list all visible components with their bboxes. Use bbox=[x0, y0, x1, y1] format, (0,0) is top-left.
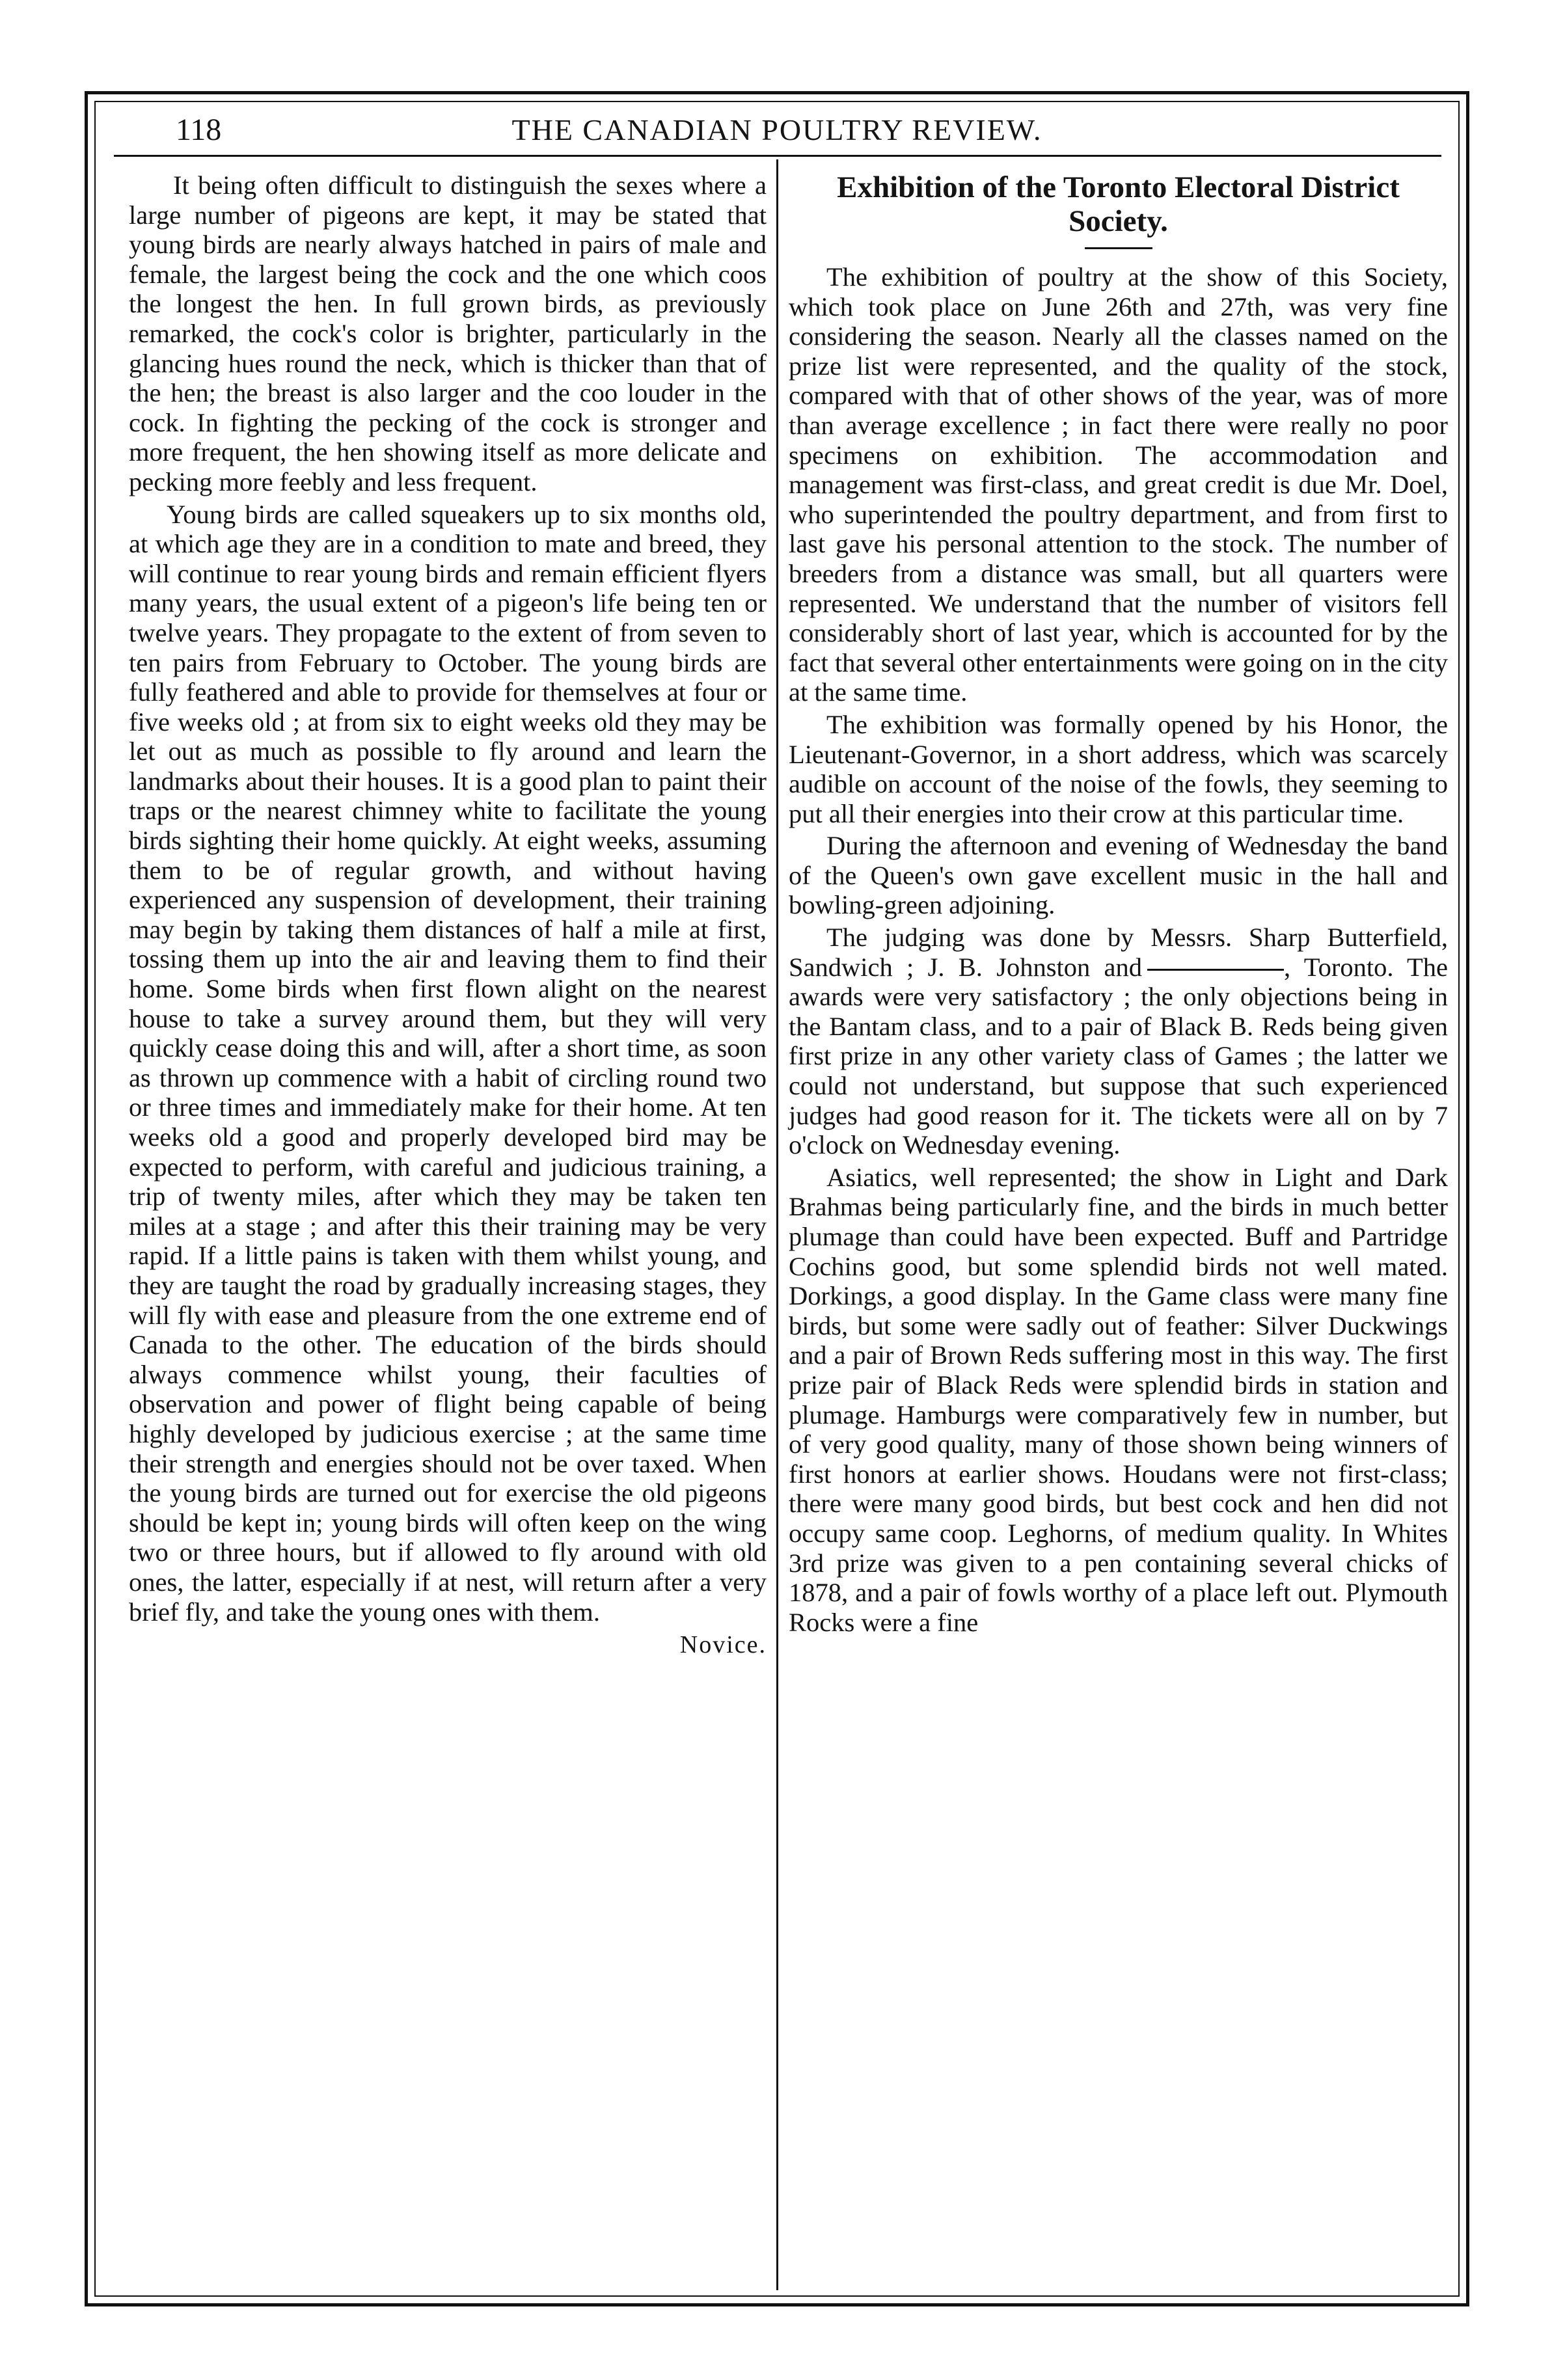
band-paragraph: During the afternoon and evening of Wednesday the band of the Queen's own gave excellent music in the hall and bowling-green adjoining. bbox=[789, 831, 1448, 920]
judging-paragraph bbox=[789, 923, 1448, 1160]
pigeon-sexes-paragraph: It being often difficult to distinguish the sexes where a large number of pigeons are kept, it may be stated that young birds are nearly always hatched in pairs of male and female, the largest being the cock and the one which coos the longest the hen. In full grown birds, as previously remarked, the cock's color is brighter, particularly in the glancing hues round the neck, which is thicker than that of the hen; the breast is also larger and the coo louder in the cock. In fighting the pecking of the cock is stronger and more frequent, the hen showing itself as more delicate and pecking more feebly and less frequent. bbox=[129, 170, 767, 496]
exhibition-paragraph: The exhibition of poultry at the show of this Society, which took place on June 26th and 27th, was very fine considering the season. Nearly all the classes named on the prize list were represented, and the quality of the stock, compared with that of other shows of the year, was of more than average excellence ; in fact there were really no poor specimens on exhibition. The accommodation and management was first-class, and great credit is due Mr. Doel, who superintended the poultry department, and from first to last gave his personal attention to the stock. The number of breeders from a distance was small, but all quarters were represented. We understand that the number of visitors fell considerably short of last year, which is accounted for by the fact that several other entertainments were going on in the city at the same time. bbox=[789, 262, 1448, 707]
breeds-paragraph: Asiatics, well represented; the show in Light and Dark Brahmas being particularly fine, and the birds in much better plumage than could have been expected. Buff and Partridge Cochins good, but some splendid birds not well mated. Dorkings, a good display. In the Game class were many fine birds, but some were sadly out of feather: Silver Duckwings and a pair of Brown Reds suffering most in this way. The first prize pair of Black Reds were splendid birds in station and plumage. Hamburgs were comparatively few in number, but of very good quality, many of those shown being winners of first honors at earlier shows. Houdans were not first-class; there were many good birds, but best cock and hen did not occupy same coop. Leghorns, of medium quality. In Whites 3rd prize was given to a pen containing several chicks of 1878, and a pair of fowls worthy of a place left out. Plymouth Rocks were a fine bbox=[789, 1162, 1448, 1637]
blank-name-dash bbox=[1147, 969, 1284, 971]
article-title: Exhibition of the Toronto Electoral District Society. bbox=[837, 170, 1400, 238]
opening-paragraph: The exhibition was formally opened by his Honor, the Lieutenant-Governor, in a short address, which was scarcely audible on account of the noise of the fowls, they seeming to put all their energies into their crow at this particular time. bbox=[789, 709, 1448, 828]
left-column bbox=[129, 170, 767, 1660]
right-column bbox=[789, 170, 1448, 1640]
journal-title: THE CANADIAN POULTRY REVIEW. bbox=[511, 113, 1042, 146]
page-header bbox=[104, 107, 1450, 153]
author-signature: Novice. bbox=[679, 1631, 767, 1659]
column-divider bbox=[776, 159, 778, 2290]
title-rule bbox=[1085, 247, 1152, 249]
judging-text-start: The judging was done by Messrs. Sharp Butterfield, Sandwich ; J. B. Johnston and bbox=[789, 923, 1448, 982]
judging-text-end: , Toronto. The awards were very satisfactory ; the only objections being in the Bantam class, and to a pair of Black B. Reds being given first prize in any other variety class of Games ; the latter we could not understand, but suppose that such experienced judges had good reason for it. The tickets were all on by 7 o'clock on Wednesday evening. bbox=[789, 952, 1448, 1160]
header-rule bbox=[114, 155, 1441, 157]
young-birds-paragraph: Young birds are called squeakers up to six months old, at which age they are in a condition to mate and breed, they will continue to rear young birds and remain efficient flyers many years, the usual extent of a pigeon's life being ten or twelve years. They propagate to the extent of from seven to ten pairs from February to October. The young birds are fully feathered and able to provide for themselves at four or five weeks old ; at from six to eight weeks old they may be let out as much as possible to fly around and learn the landmarks about their houses. It is a good plan to paint their traps or the nearest chimney white to facilitate the young birds sighting their home quickly. At eight weeks, assuming them to be of regular growth, and without having experienced any suspension of development, their training may begin by taking them distances of half a mile at first, tossing them up into the air and leaving them to find their home. Some birds when first flown alight on the nearest house to take a survey around them, but they will very quickly cease doing this and will, after a short time, as soon as thrown up commence with a habit of circling round two or three times and immediately make for their home. At ten weeks old a good and properly developed bird may be expected to perform, with careful and judicious training, a trip of twenty miles, after which they may be taken ten miles at a stage ; and after this their training may be very rapid. If a little pains is taken with them whilst young, and they are taught the road by gradually increasing stages, they will fly with ease and pleasure from the one extreme end of Canada to the other. The education of the birds should always commence whilst young, their faculties of observation and power of flight being capable of being highly developed by judicious exercise ; at the same time their strength and energies should not be over taxed. When the young birds are turned out for exercise the old pigeons should be kept in; young birds will often keep on the wing two or three hours, but if allowed to fly around with old ones, the latter, especially if at nest, will return after a very brief fly, and take the young ones with them. bbox=[129, 499, 767, 1627]
page-number: 118 bbox=[176, 113, 222, 147]
